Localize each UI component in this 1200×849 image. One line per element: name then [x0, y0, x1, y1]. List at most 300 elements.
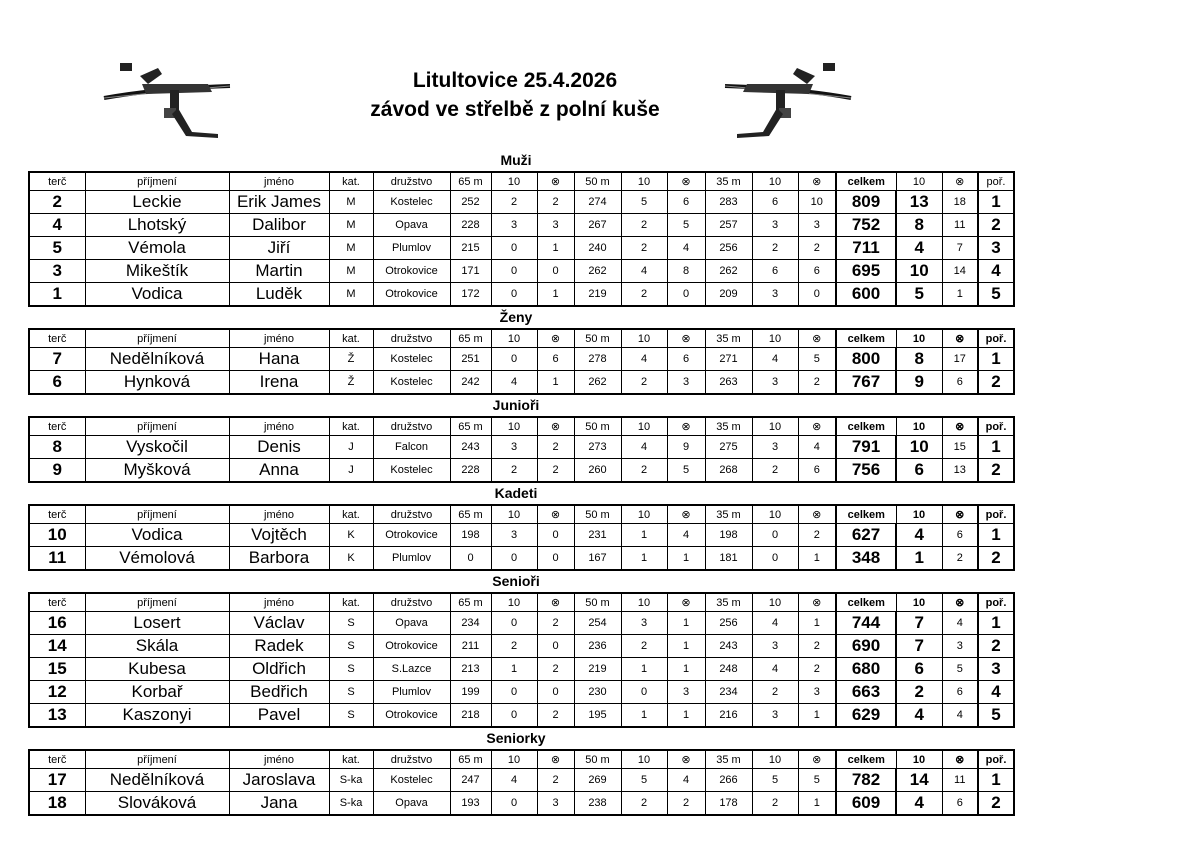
column-header-x-35m: ⊗	[798, 593, 836, 612]
cell-tens-65m: 2	[491, 459, 537, 483]
cell-score-50m: 219	[574, 658, 621, 681]
cell-score-50m: 269	[574, 769, 621, 792]
column-header-surname: příjmení	[85, 593, 229, 612]
cell-score-65m: 251	[450, 348, 491, 371]
cell-x-35m: 2	[798, 237, 836, 260]
cell-tens-35m: 3	[752, 436, 798, 459]
cell-rank: 2	[978, 371, 1014, 395]
cell-total: 756	[836, 459, 896, 483]
cell-score-65m: 247	[450, 769, 491, 792]
cell-target: 17	[29, 769, 85, 792]
cell-x-35m: 1	[798, 547, 836, 571]
cell-tens-total: 13	[896, 191, 942, 214]
cell-surname: Kubesa	[85, 658, 229, 681]
table-header-row	[29, 750, 1014, 769]
category-title: Ženy	[499, 309, 533, 325]
column-header-first-name: jméno	[229, 505, 329, 524]
column-header-club: družstvo	[373, 593, 450, 612]
cell-score-50m: 267	[574, 214, 621, 237]
cell-first-name: Radek	[229, 635, 329, 658]
cell-target: 13	[29, 704, 85, 728]
results-table	[28, 328, 1015, 395]
cell-surname: Nedělníková	[85, 769, 229, 792]
column-header-category: kat.	[329, 417, 373, 436]
column-header-surname: příjmení	[85, 329, 229, 348]
cell-total: 600	[836, 283, 896, 307]
column-header-tens-50m: 10	[621, 172, 667, 191]
cell-tens-35m: 4	[752, 348, 798, 371]
cell-x-total: 13	[942, 459, 978, 483]
cell-category: S	[329, 612, 373, 635]
cell-first-name: Oldřich	[229, 658, 329, 681]
category-title: Muži	[500, 152, 532, 168]
cell-tens-total: 2	[896, 681, 942, 704]
column-header-tens-50m: 10	[621, 505, 667, 524]
column-header-category: kat.	[329, 329, 373, 348]
cell-rank: 3	[978, 658, 1014, 681]
cell-score-35m: 257	[705, 214, 752, 237]
column-header-x-total: ⊗	[942, 505, 978, 524]
column-header-score-50m: 50 m	[574, 593, 621, 612]
cell-x-35m: 1	[798, 792, 836, 816]
cell-x-65m: 6	[537, 348, 574, 371]
cell-category: M	[329, 283, 373, 307]
table-row	[29, 191, 1014, 214]
cell-score-65m: 199	[450, 681, 491, 704]
cell-x-65m: 2	[537, 658, 574, 681]
cell-x-65m: 3	[537, 214, 574, 237]
cell-tens-total: 8	[896, 348, 942, 371]
cell-x-65m: 2	[537, 191, 574, 214]
column-header-x-35m: ⊗	[798, 172, 836, 191]
column-header-target: terč	[29, 417, 85, 436]
column-header-score-50m: 50 m	[574, 505, 621, 524]
table-row	[29, 459, 1014, 483]
column-header-club: družstvo	[373, 172, 450, 191]
cell-rank: 3	[978, 237, 1014, 260]
results-table	[28, 171, 1015, 307]
column-header-x-total: ⊗	[942, 593, 978, 612]
cell-club: Kostelec	[373, 459, 450, 483]
cell-club: Plumlov	[373, 681, 450, 704]
cell-tens-total: 6	[896, 658, 942, 681]
column-header-tens-35m: 10	[752, 593, 798, 612]
cell-score-50m: 238	[574, 792, 621, 816]
cell-total: 690	[836, 635, 896, 658]
cell-tens-65m: 0	[491, 283, 537, 307]
cell-x-65m: 1	[537, 371, 574, 395]
cell-x-35m: 2	[798, 524, 836, 547]
cell-x-65m: 1	[537, 237, 574, 260]
cell-x-50m: 1	[667, 547, 705, 571]
cell-first-name: Luděk	[229, 283, 329, 307]
cell-category: M	[329, 237, 373, 260]
column-header-first-name: jméno	[229, 750, 329, 769]
cell-category: S	[329, 704, 373, 728]
cell-surname: Vodica	[85, 283, 229, 307]
cell-x-50m: 4	[667, 237, 705, 260]
cell-x-total: 2	[942, 547, 978, 571]
table-row	[29, 704, 1014, 728]
cell-category: S	[329, 681, 373, 704]
cell-tens-50m: 4	[621, 348, 667, 371]
column-header-x-50m: ⊗	[667, 172, 705, 191]
cell-first-name: Pavel	[229, 704, 329, 728]
column-header-x-50m: ⊗	[667, 593, 705, 612]
cell-score-35m: 248	[705, 658, 752, 681]
page-title	[300, 66, 730, 124]
column-header-total: celkem	[836, 172, 896, 191]
column-header-x-total: ⊗	[942, 417, 978, 436]
column-header-tens-35m: 10	[752, 750, 798, 769]
cell-score-35m: 266	[705, 769, 752, 792]
column-header-tens-50m: 10	[621, 750, 667, 769]
cell-surname: Korbař	[85, 681, 229, 704]
cell-tens-65m: 0	[491, 681, 537, 704]
cell-tens-50m: 2	[621, 371, 667, 395]
cell-score-50m: 240	[574, 237, 621, 260]
column-header-x-total: ⊗	[942, 750, 978, 769]
table-row	[29, 237, 1014, 260]
column-header-rank: poř.	[978, 750, 1014, 769]
column-header-tens-total: 10	[896, 750, 942, 769]
cell-tens-total: 4	[896, 704, 942, 728]
cell-x-65m: 1	[537, 283, 574, 307]
cell-x-50m: 1	[667, 704, 705, 728]
cell-score-50m: 273	[574, 436, 621, 459]
cell-target: 16	[29, 612, 85, 635]
results-tables	[28, 150, 1007, 816]
cell-surname: Kaszonyi	[85, 704, 229, 728]
cell-tens-35m: 2	[752, 681, 798, 704]
cell-first-name: Dalibor	[229, 214, 329, 237]
column-header-tens-65m: 10	[491, 750, 537, 769]
cell-first-name: Denis	[229, 436, 329, 459]
cell-rank: 4	[978, 260, 1014, 283]
cell-club: Opava	[373, 612, 450, 635]
cell-score-35m: 216	[705, 704, 752, 728]
column-header-target: terč	[29, 593, 85, 612]
column-header-score-35m: 35 m	[705, 505, 752, 524]
column-header-x-35m: ⊗	[798, 417, 836, 436]
column-header-first-name: jméno	[229, 329, 329, 348]
cell-surname: Leckie	[85, 191, 229, 214]
column-header-x-total: ⊗	[942, 329, 978, 348]
results-table	[28, 504, 1015, 571]
cell-club: Kostelec	[373, 371, 450, 395]
cell-total: 663	[836, 681, 896, 704]
cell-category: J	[329, 436, 373, 459]
cell-tens-total: 7	[896, 635, 942, 658]
cell-total: 711	[836, 237, 896, 260]
table-header-row	[29, 172, 1014, 191]
cell-score-50m: 262	[574, 260, 621, 283]
cell-score-35m: 262	[705, 260, 752, 283]
cell-score-35m: 234	[705, 681, 752, 704]
cell-x-65m: 2	[537, 436, 574, 459]
cell-score-35m: 209	[705, 283, 752, 307]
cell-tens-35m: 3	[752, 635, 798, 658]
column-header-rank: poř.	[978, 172, 1014, 191]
cell-club: S.Lazce	[373, 658, 450, 681]
column-header-tens-35m: 10	[752, 417, 798, 436]
column-header-x-35m: ⊗	[798, 750, 836, 769]
column-header-rank: poř.	[978, 329, 1014, 348]
cell-tens-65m: 3	[491, 214, 537, 237]
column-header-score-65m: 65 m	[450, 505, 491, 524]
cell-x-50m: 5	[667, 214, 705, 237]
table-row	[29, 371, 1014, 395]
cell-surname: Slováková	[85, 792, 229, 816]
cell-category: J	[329, 459, 373, 483]
cell-first-name: Hana	[229, 348, 329, 371]
cell-tens-50m: 1	[621, 704, 667, 728]
cell-club: Otrokovice	[373, 524, 450, 547]
cell-rank: 1	[978, 769, 1014, 792]
cell-rank: 1	[978, 612, 1014, 635]
cell-score-50m: 231	[574, 524, 621, 547]
column-header-score-65m: 65 m	[450, 750, 491, 769]
cell-x-50m: 9	[667, 436, 705, 459]
cell-first-name: Erik James	[229, 191, 329, 214]
column-header-score-35m: 35 m	[705, 750, 752, 769]
table-row	[29, 612, 1014, 635]
category-title: Seniorky	[486, 730, 546, 746]
cell-total: 782	[836, 769, 896, 792]
table-row	[29, 436, 1014, 459]
cell-category: K	[329, 524, 373, 547]
column-header-x-65m: ⊗	[537, 505, 574, 524]
cell-tens-35m: 2	[752, 792, 798, 816]
cell-tens-65m: 0	[491, 237, 537, 260]
cell-total: 791	[836, 436, 896, 459]
column-header-category: kat.	[329, 172, 373, 191]
cell-surname: Losert	[85, 612, 229, 635]
cell-x-total: 4	[942, 704, 978, 728]
cell-rank: 2	[978, 214, 1014, 237]
cell-tens-total: 5	[896, 283, 942, 307]
cell-rank: 2	[978, 547, 1014, 571]
cell-club: Plumlov	[373, 547, 450, 571]
column-header-score-35m: 35 m	[705, 172, 752, 191]
cell-tens-total: 4	[896, 792, 942, 816]
cell-surname: Myšková	[85, 459, 229, 483]
cell-x-35m: 6	[798, 260, 836, 283]
cell-tens-total: 10	[896, 436, 942, 459]
cell-x-35m: 1	[798, 704, 836, 728]
cell-tens-65m: 0	[491, 260, 537, 283]
column-header-x-50m: ⊗	[667, 417, 705, 436]
results-table	[28, 416, 1015, 483]
cell-x-total: 5	[942, 658, 978, 681]
title-line-1: Litultovice 25.4.2026	[412, 69, 618, 92]
cell-score-65m: 252	[450, 191, 491, 214]
cell-x-50m: 6	[667, 191, 705, 214]
cell-x-35m: 0	[798, 283, 836, 307]
crossbow-icon	[100, 62, 250, 140]
category-title: Junioři	[492, 397, 540, 413]
cell-target: 4	[29, 214, 85, 237]
table-row	[29, 658, 1014, 681]
cell-club: Opava	[373, 792, 450, 816]
cell-target: 7	[29, 348, 85, 371]
cell-x-50m: 4	[667, 769, 705, 792]
cell-surname: Hynková	[85, 371, 229, 395]
cell-club: Plumlov	[373, 237, 450, 260]
cell-first-name: Bedřich	[229, 681, 329, 704]
cell-score-50m: 278	[574, 348, 621, 371]
column-header-club: družstvo	[373, 750, 450, 769]
cell-score-35m: 271	[705, 348, 752, 371]
cell-surname: Skála	[85, 635, 229, 658]
column-header-x-65m: ⊗	[537, 417, 574, 436]
cell-tens-35m: 5	[752, 769, 798, 792]
column-header-rank: poř.	[978, 593, 1014, 612]
column-header-category: kat.	[329, 593, 373, 612]
cell-x-35m: 10	[798, 191, 836, 214]
column-header-surname: příjmení	[85, 750, 229, 769]
cell-x-35m: 4	[798, 436, 836, 459]
cell-x-35m: 1	[798, 612, 836, 635]
cell-first-name: Václav	[229, 612, 329, 635]
table-row	[29, 283, 1014, 307]
column-header-x-65m: ⊗	[537, 593, 574, 612]
cell-score-50m: 195	[574, 704, 621, 728]
column-header-tens-35m: 10	[752, 172, 798, 191]
cell-x-total: 4	[942, 612, 978, 635]
table-row	[29, 635, 1014, 658]
cell-rank: 4	[978, 681, 1014, 704]
cell-tens-35m: 3	[752, 283, 798, 307]
results-table	[28, 592, 1015, 728]
column-header-total: celkem	[836, 417, 896, 436]
column-header-x-50m: ⊗	[667, 505, 705, 524]
cell-tens-65m: 4	[491, 371, 537, 395]
cell-surname: Lhotský	[85, 214, 229, 237]
cell-first-name: Jaroslava	[229, 769, 329, 792]
cell-score-35m: 275	[705, 436, 752, 459]
cell-score-50m: 262	[574, 371, 621, 395]
column-header-club: družstvo	[373, 417, 450, 436]
cell-x-50m: 3	[667, 681, 705, 704]
cell-x-50m: 2	[667, 792, 705, 816]
cell-score-65m: 215	[450, 237, 491, 260]
cell-x-total: 11	[942, 214, 978, 237]
cell-tens-35m: 4	[752, 612, 798, 635]
cell-score-65m: 213	[450, 658, 491, 681]
cell-surname: Vémola	[85, 237, 229, 260]
cell-target: 15	[29, 658, 85, 681]
cell-target: 10	[29, 524, 85, 547]
column-header-tens-65m: 10	[491, 505, 537, 524]
cell-x-50m: 1	[667, 612, 705, 635]
cell-x-65m: 0	[537, 260, 574, 283]
cell-x-total: 17	[942, 348, 978, 371]
column-header-x-50m: ⊗	[667, 750, 705, 769]
cell-tens-65m: 0	[491, 612, 537, 635]
cell-score-35m: 198	[705, 524, 752, 547]
cell-rank: 1	[978, 524, 1014, 547]
table-row	[29, 348, 1014, 371]
column-header-tens-50m: 10	[621, 593, 667, 612]
column-header-tens-65m: 10	[491, 593, 537, 612]
cell-target: 18	[29, 792, 85, 816]
column-header-category: kat.	[329, 750, 373, 769]
cell-club: Kostelec	[373, 191, 450, 214]
table-row	[29, 769, 1014, 792]
cell-first-name: Martin	[229, 260, 329, 283]
column-header-tens-65m: 10	[491, 329, 537, 348]
cell-surname: Mikeštík	[85, 260, 229, 283]
column-header-score-65m: 65 m	[450, 417, 491, 436]
cell-x-50m: 5	[667, 459, 705, 483]
cell-tens-50m: 2	[621, 237, 667, 260]
cell-club: Otrokovice	[373, 635, 450, 658]
cell-first-name: Jana	[229, 792, 329, 816]
table-row	[29, 547, 1014, 571]
column-header-score-50m: 50 m	[574, 329, 621, 348]
cell-target: 5	[29, 237, 85, 260]
cell-first-name: Irena	[229, 371, 329, 395]
cell-x-65m: 0	[537, 524, 574, 547]
cell-score-35m: 256	[705, 237, 752, 260]
column-header-tens-65m: 10	[491, 172, 537, 191]
cell-club: Falcon	[373, 436, 450, 459]
cell-rank: 5	[978, 283, 1014, 307]
cell-x-total: 6	[942, 681, 978, 704]
cell-tens-35m: 0	[752, 524, 798, 547]
cell-x-total: 11	[942, 769, 978, 792]
cell-rank: 1	[978, 436, 1014, 459]
cell-score-35m: 263	[705, 371, 752, 395]
table-row	[29, 681, 1014, 704]
cell-x-50m: 3	[667, 371, 705, 395]
column-header-score-50m: 50 m	[574, 417, 621, 436]
title-line-2: závod ve střelbě z polní kuše	[370, 98, 660, 121]
cell-tens-50m: 5	[621, 191, 667, 214]
cell-rank: 1	[978, 348, 1014, 371]
cell-score-35m: 256	[705, 612, 752, 635]
cell-target: 1	[29, 283, 85, 307]
cell-tens-50m: 2	[621, 459, 667, 483]
cell-category: Ž	[329, 348, 373, 371]
cell-club: Otrokovice	[373, 283, 450, 307]
cell-x-total: 15	[942, 436, 978, 459]
cell-tens-65m: 0	[491, 547, 537, 571]
cell-tens-total: 6	[896, 459, 942, 483]
cell-x-35m: 2	[798, 371, 836, 395]
column-header-tens-50m: 10	[621, 417, 667, 436]
column-header-tens-total: 10	[896, 172, 942, 191]
column-header-tens-35m: 10	[752, 505, 798, 524]
cell-score-65m: 228	[450, 214, 491, 237]
cell-x-50m: 4	[667, 524, 705, 547]
cell-total: 627	[836, 524, 896, 547]
category-title: Kadeti	[494, 485, 538, 501]
column-header-x-35m: ⊗	[798, 505, 836, 524]
category-title: Senioři	[492, 573, 540, 589]
column-header-score-65m: 65 m	[450, 593, 491, 612]
cell-surname: Vyskočil	[85, 436, 229, 459]
cell-total: 752	[836, 214, 896, 237]
cell-x-50m: 1	[667, 658, 705, 681]
cell-score-35m: 181	[705, 547, 752, 571]
cell-tens-50m: 2	[621, 635, 667, 658]
cell-x-50m: 0	[667, 283, 705, 307]
cell-tens-35m: 3	[752, 704, 798, 728]
cell-tens-35m: 6	[752, 260, 798, 283]
table-row	[29, 524, 1014, 547]
